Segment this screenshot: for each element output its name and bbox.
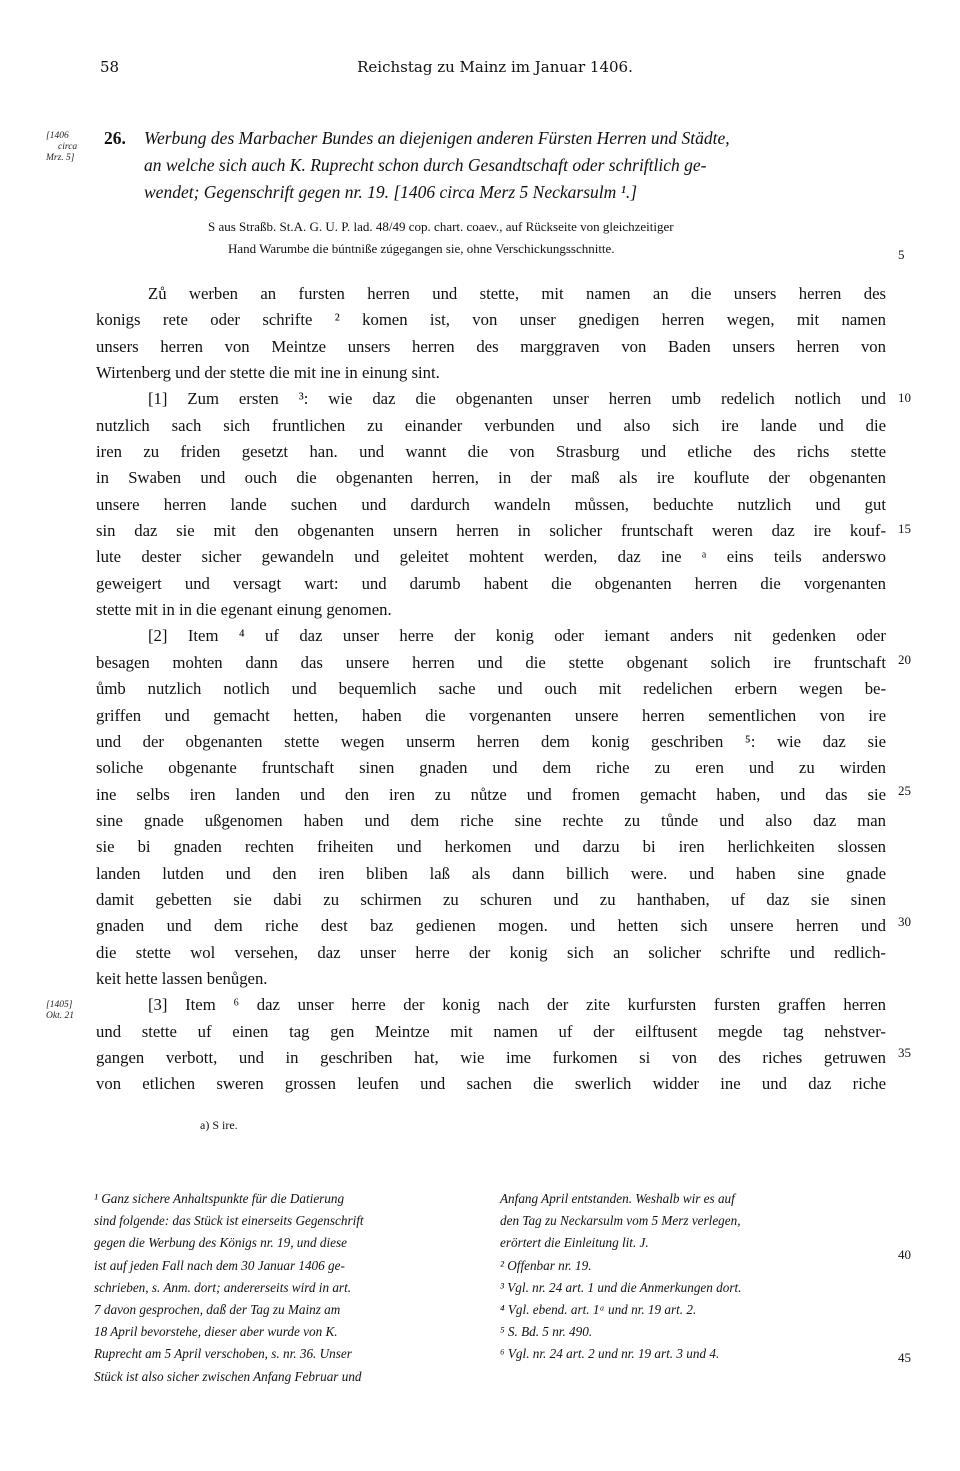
body-line: stette mit in in die egenant einung genomen.	[96, 600, 392, 620]
footnote-line: ³ Vgl. nr. 24 art. 1 und die Anmerkungen dort.	[500, 1279, 742, 1295]
footnote-line: sind folgende: das Stück ist einerseits Gegenschrift	[94, 1213, 364, 1229]
source-line: Hand Warumbe die búntniße zúgegangen sie, ohne Verschickungsschnitte.	[228, 241, 615, 256]
footnote-line: erörtert die Einleitung lit. J.	[500, 1235, 649, 1251]
title-line: wendet; Gegenschrift gegen nr. 19. [1406 circa Merz 5 Neckarsulm ¹.]	[144, 182, 638, 202]
body-line: lute dester sicher gewandeln und geleitet mohtent werden, daz ine ᵃ eins teils anderswo	[96, 547, 886, 567]
body-line: [3] Item ⁶ daz unser herre der konig nach der zite kurfursten fursten graffen herren	[148, 995, 886, 1015]
document-number: 26.	[104, 128, 126, 148]
line-number: 35	[898, 1045, 911, 1060]
footnote-line: Anfang April entstanden. Weshalb wir es auf	[500, 1191, 735, 1206]
body-line: keit hette lassen benůgen.	[96, 968, 268, 988]
body-line: griffen und gemacht hetten, haben die vorgenanten unsere herren sementlichen von ire	[96, 705, 886, 725]
body-line: konigs rete oder schrifte ² komen ist, von unser gnedigen herren wegen, mit namen	[96, 310, 886, 330]
title-line: an welche sich auch K. Ruprecht schon durch Gesandtschaft oder schriftlich ge-	[144, 155, 707, 175]
footnote-line: ¹ Ganz sichere Anhaltspunkte für die Datierung	[94, 1191, 345, 1206]
line-number: 25	[898, 783, 911, 798]
body-line: sie bi gnaden rechten friheiten und herkomen und darzu bi iren herlichkeiten slossen	[96, 837, 886, 857]
body-line: und der obgenanten stette wegen unserm herren dem konig geschriben ⁵: wie daz sie	[96, 731, 886, 751]
running-title: Reichstag zu Mainz im Januar 1406.	[357, 58, 633, 76]
body-paragraph	[96, 992, 886, 1097]
footnotes-left-column	[94, 1188, 484, 1388]
footnote-line: gegen die Werbung des Königs nr. 19, und diese	[94, 1235, 347, 1251]
body-paragraph	[96, 623, 886, 992]
footnote-line: 7 davon gesprochen, daß der Tag zu Mainz am	[94, 1302, 341, 1318]
line-number: 5	[898, 247, 905, 262]
text-critical-note: a) S ire.	[200, 1118, 238, 1132]
body-line: geweigert und versagt wart: und darumb habent die obgenanten herren die vorgenanten	[96, 573, 886, 593]
body-paragraph	[96, 386, 886, 623]
body-line: damit gebetten sie dabi zu schirmen zu schuren und zu hanthaben, uf daz sie sinen	[96, 889, 886, 909]
body-line: Zů werben an fursten herren und stette, mit namen an die unsers herren des	[148, 284, 886, 303]
body-line: und stette uf einen tag gen Meintze mit namen uf der eilftusent megde tag nehstver-	[96, 1021, 886, 1041]
body-line: soliche obgenante fruntschaft sinen gnaden und dem riche zu eren und zu wirden	[96, 758, 886, 778]
footnote-line: schrieben, s. Anm. dort; andererseits wird in art.	[94, 1279, 352, 1295]
body-line: besagen mohten dann das unsere herren und die stette obgenant solich ire fruntschaft	[96, 652, 886, 672]
body-line: ine selbs iren landen und den iren zu nůtze und fromen gemacht haben, und das sie	[96, 784, 886, 804]
body-line: unsere herren lande suchen und dardurch wandeln můssen, beduchte nutzlich und gut	[96, 494, 886, 514]
line-number: 45	[898, 1350, 911, 1365]
footnote-line: den Tag zu Neckarsulm vom 5 Merz verlegen,	[500, 1213, 741, 1229]
body-line: von etlichen sweren grossen leufen und sachen die swerlich widder ine und daz riche	[96, 1074, 886, 1094]
line-number: 30	[898, 914, 911, 929]
footnote-line: ⁶ Vgl. nr. 24 art. 2 und nr. 19 art. 3 und 4.	[500, 1346, 720, 1362]
body-line: sin daz sie mit den obgenanten unsern herren in solicher fruntschaft weren daz ire kouf-	[96, 521, 886, 541]
footnote-line: Stück ist also sicher zwischen Anfang Februar und	[94, 1368, 362, 1384]
page-number: 58	[100, 58, 120, 76]
body-line: ůmb nutzlich notlich und bequemlich sache und ouch mit redelichen erbern wegen be-	[96, 679, 886, 699]
margin-date-note-2: [1405] Okt. 21	[46, 1000, 74, 1021]
body-line: [1] Zum ersten ³: wie daz die obgenanten unser herren umb redelich notlich und	[148, 389, 886, 409]
footnote-line: ⁴ Vgl. ebend. art. 1ᵃ und nr. 19 art. 2.	[500, 1302, 697, 1318]
body-line: nutzlich sach sich fruntlichen zu einander verbunden und also sich ire lande und die	[96, 415, 886, 435]
body-line: landen lutden und den iren bliben laß als dann billich were. und haben sine gnade	[96, 863, 886, 883]
body-line: die stette wol versehen, daz unser herre der konig sich an solicher schrifte und redlich-	[96, 942, 886, 962]
line-number: 40	[898, 1247, 911, 1262]
margin-date-note-1: [1406 circa Mrz. 5]	[46, 131, 78, 163]
body-line: unsers herren von Meintze unsers herren des marggraven von Baden unsers herren von	[96, 336, 886, 356]
source-note	[208, 216, 898, 260]
body-line: gnaden und dem riche dest baz gedienen mogen. und hetten sich unsere herren und	[96, 916, 886, 936]
body-line: sine gnade ußgenomen haben und dem riche sine rechte zu tůnde und also daz man	[96, 810, 886, 830]
line-number: 20	[898, 652, 911, 667]
footnote-line: 18 April bevorstehe, dieser aber wurde von K.	[94, 1324, 338, 1340]
body-line: Wirtenberg und der stette die mit ine in einung sint.	[96, 363, 440, 383]
footnote-line: Ruprecht am 5 April verschoben, s. nr. 36. Unser	[94, 1346, 352, 1362]
footnotes-right-column	[500, 1188, 900, 1366]
footnote-line: ist auf jeden Fall nach dem 30 Januar 1406 ge-	[94, 1257, 345, 1273]
body-line: in Swaben und ouch die obgenanten herren, in der maß als ire kouflute der obgenanten	[96, 468, 886, 488]
footnote-line: ⁵ S. Bd. 5 nr. 490.	[500, 1324, 593, 1340]
body-text	[96, 281, 886, 1098]
title-line: Werbung des Marbacher Bundes an diejenigen anderen Fürsten Herren und Städte,	[144, 128, 730, 148]
body-line: [2] Item ⁴ uf daz unser herre der konig oder iemant anders nit gedenken oder	[148, 626, 886, 646]
source-line: S aus Straßb. St.A. G. U. P. lad. 48/49 cop. chart. coaev., auf Rückseite von gleichzeitiger	[208, 219, 674, 234]
footnote-line: ² Offenbar nr. 19.	[500, 1257, 592, 1273]
body-line: gangen verbott, und in geschriben hat, wie ime furkomen si von des riches getruwen	[96, 1047, 886, 1067]
body-line: iren zu friden gesetzt han. und wannt die von Strasburg und etliche des richs stette	[96, 442, 886, 462]
body-paragraph	[96, 281, 886, 386]
line-number: 15	[898, 521, 911, 536]
line-number: 10	[898, 390, 911, 405]
